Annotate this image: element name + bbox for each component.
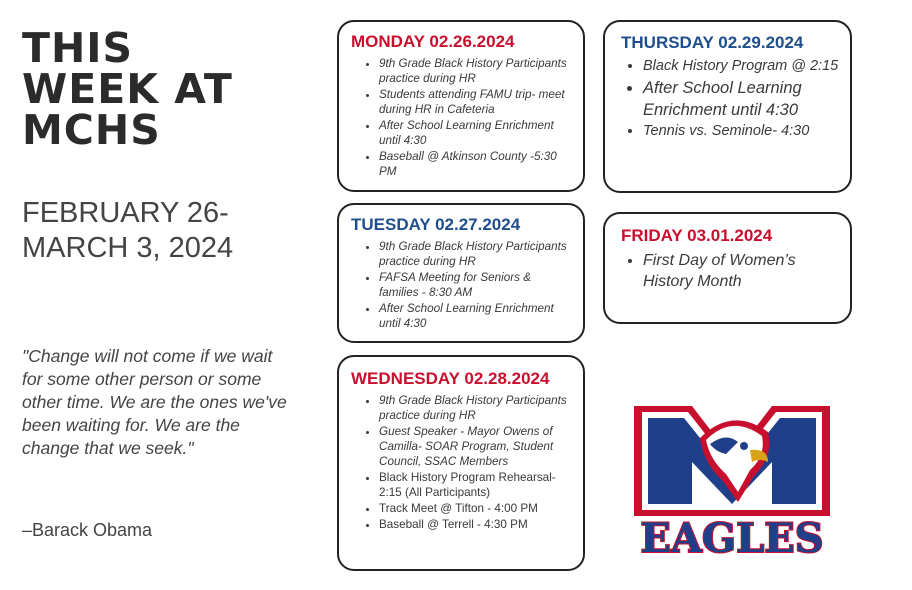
wednesday-list [351, 393, 573, 532]
list-item: • Students attending FAMU trip- meet during HR in Cafeteria [379, 87, 573, 117]
list-item: • Black History Program Rehearsal- 2:15 (All Participants) [379, 470, 573, 500]
monday-title: MONDAY 02.26.2024 [351, 32, 515, 51]
page-title [22, 24, 233, 154]
tuesday-card [337, 203, 585, 343]
list-item: • FAFSA Meeting for Seniors & families - 8:30 AM [379, 270, 573, 300]
list-item: • Baseball @ Terrell - 4:30 PM [379, 517, 573, 532]
date-line: FEBRUARY 26- [22, 197, 229, 229]
eagles-logo-icon [622, 398, 842, 562]
friday-card [603, 212, 852, 324]
tuesday-list [351, 239, 573, 331]
friday-list [621, 250, 840, 292]
tuesday-title: TUESDAY 02.27.2024 [351, 215, 521, 234]
thursday-title: THURSDAY 02.29.2024 [621, 33, 804, 52]
list-item: • Baseball @ Atkinson County -5:30 PM [379, 149, 573, 179]
list-item: • After School Learning Enrichment until 4:30 [379, 301, 573, 331]
list-item: • Guest Speaker - Mayor Owens of Camilla- SOAR Program, Student Council, SSAC Members [379, 424, 573, 469]
list-item: • 9th Grade Black History Participants practice during HR [379, 239, 573, 269]
wednesday-card [337, 355, 585, 571]
quote-text: "Change will not come if we wait for some other person or some other time. We are the ones we've been waiting for. We are the change that we seek." [22, 346, 287, 458]
list-item: • First Day of Women’s History Month [643, 250, 840, 292]
title-line: THIS [22, 24, 134, 72]
wednesday-title: WEDNESDAY 02.28.2024 [351, 369, 550, 388]
list-item: • After School Learning Enrichment until 4:30 [643, 77, 840, 121]
date-range [22, 196, 233, 266]
monday-card [337, 20, 585, 192]
list-item: • Black History Program @ 2:15 [643, 57, 840, 76]
thursday-list [621, 57, 840, 141]
eagles-logo [622, 398, 842, 562]
monday-list [351, 56, 573, 179]
list-item: • Tennis vs. Seminole- 4:30 [643, 122, 840, 141]
friday-title: FRIDAY 03.01.2024 [621, 226, 773, 245]
thursday-card [603, 20, 852, 193]
list-item: • 9th Grade Black History Participants practice during HR [379, 56, 573, 86]
title-line: MCHS [22, 106, 161, 154]
date-line: MARCH 3, 2024 [22, 232, 234, 264]
list-item: • After School Learning Enrichment until 4:30 [379, 118, 573, 148]
list-item: • Track Meet @ Tifton - 4:00 PM [379, 501, 573, 516]
list-item: • 9th Grade Black History Participants practice during HR [379, 393, 573, 423]
title-line: WEEK AT [22, 65, 233, 113]
quote-author: –Barack Obama [22, 520, 153, 540]
eagles-wordmark: EAGLES [640, 515, 824, 562]
